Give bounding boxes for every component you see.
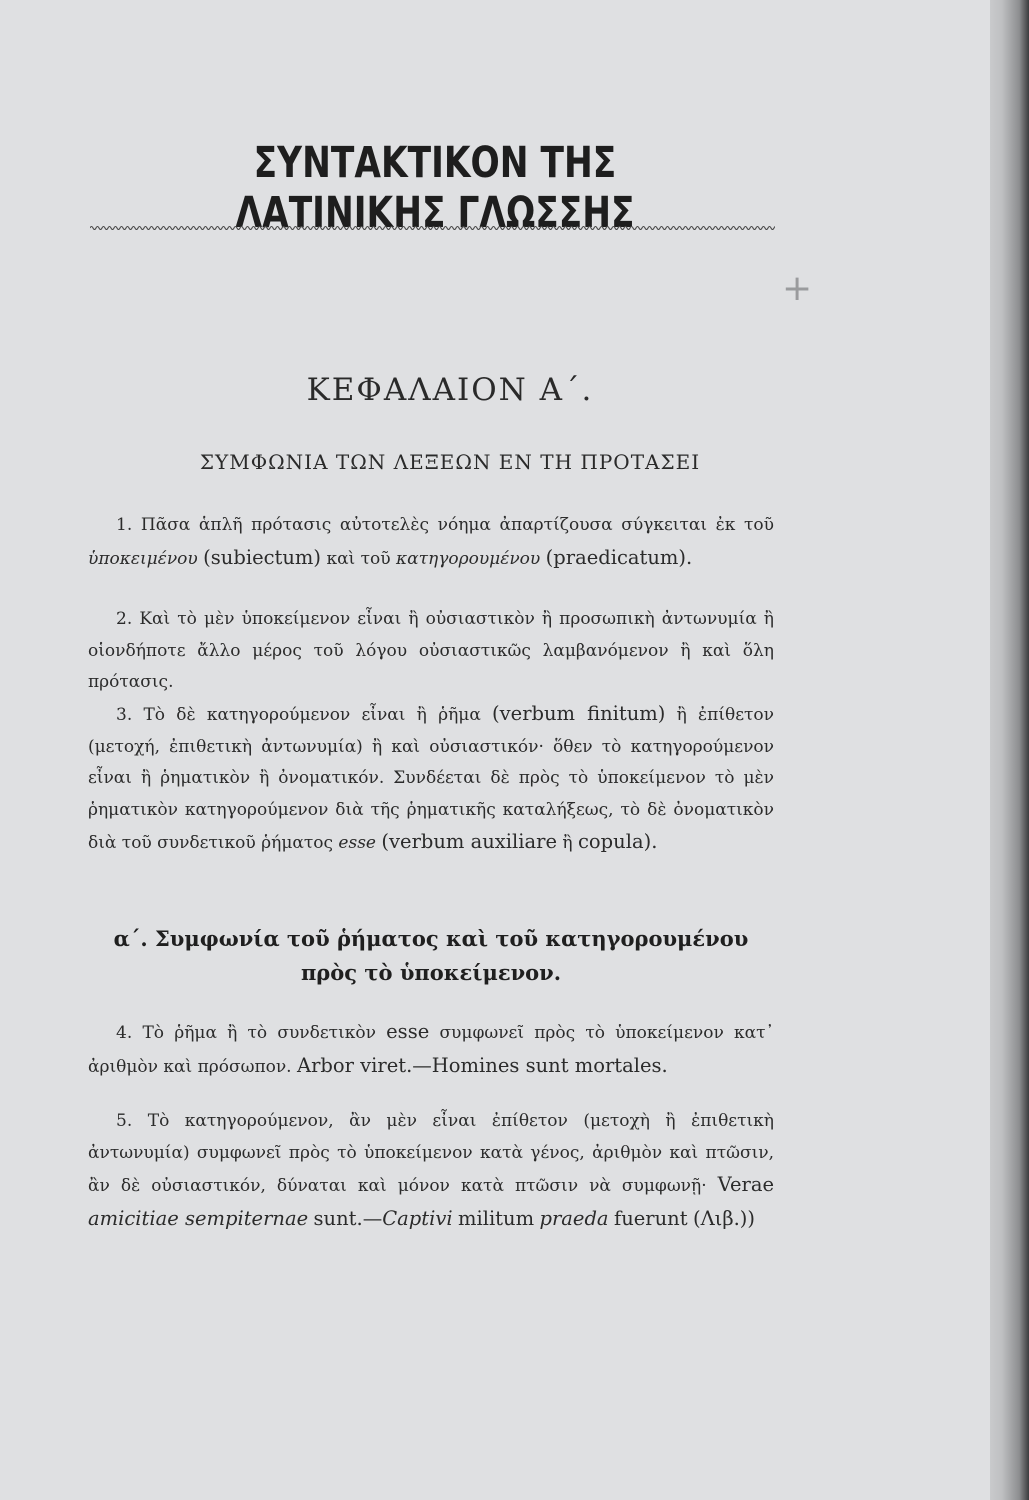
page-title: ΣΥΝΤΑΚΤΙΚΟΝ ΤΗΣ ΛΑΤΙΝΙΚΗΣ ΓΛΩΣΣΗΣ — [235, 138, 635, 238]
page-edge — [990, 0, 1029, 1500]
title-wavy-rule — [90, 224, 775, 232]
latin-example: Arbor viret.—Homines sunt mortales. — [297, 1053, 668, 1077]
paragraph-text: Καὶ τὸ μὲν ὑποκείμενον εἶναι ἢ οὐσιαστικὸν ἢ προσωπικὴ ἀντωνυμία ἢ οἱονδήποτε ἄλλο μέρος τοῦ λόγου οὐσιαστικῶς λαμβανόμενον ἢ καὶ ὅλη πρότασις. — [88, 609, 774, 692]
section-heading-line: α΄. Συμφωνία τοῦ ῥήματος καὶ τοῦ κατηγορουμένου — [113, 926, 749, 951]
latin-italic: amicitiae sempiternae — [88, 1206, 309, 1230]
latin-term: copula). — [578, 830, 658, 853]
latin-example: Verae — [717, 1173, 774, 1196]
citation: (Λιβ.)) — [692, 1206, 756, 1230]
latin-example: sunt.— — [313, 1206, 383, 1230]
latin-term: (subiectum) — [203, 545, 322, 569]
italic-term: κατηγορουμένου — [396, 548, 541, 569]
paragraph-number: 1. — [116, 515, 133, 535]
paragraph-number: 2. — [116, 609, 133, 629]
italic-term: esse — [338, 833, 376, 853]
latin-term: (praedicatum). — [545, 545, 693, 569]
paragraph-text: καὶ τοῦ — [326, 548, 391, 569]
paragraph-text: ἢ ἐπίθετον (μετοχή, ἐπιθετικὴ ἀντωνυμία) ἢ καὶ οὐσιαστικόν· ὅθεν τὸ κατηγορούμενον εἶναι ἢ ῥηματικὸν ἢ ὀνοματικόν. Συνδέεται δὲ πρὸς τὸ ὑποκείμενον τὸ μὲν ῥηματικὸν κατηγορούμενον διὰ τῆς ῥηματικῆς καταλήξεως, τὸ δὲ ὀνοματικὸν διὰ τοῦ συνδετικοῦ ῥήματος — [88, 705, 774, 853]
paragraph-number: 5. — [116, 1111, 133, 1131]
paragraph-text: Τὸ ῥῆμα ἢ τὸ συνδετικὸν — [142, 1023, 376, 1043]
paragraph-number: 3. — [116, 705, 133, 725]
latin-example: fuerunt — [613, 1206, 688, 1230]
chapter-subtitle: ΣΥΜΦΩΝΙΑ ΤΩΝ ΛΕΞΕΩΝ ΕΝ ΤΗ ΠΡΟΤΑΣΕΙ — [199, 450, 701, 474]
paragraph-text: συμφωνεῖ πρὸς τὸ ὑποκείμενον κατ᾽ ἀριθμὸν καὶ πρόσωπον. — [88, 1023, 774, 1077]
paragraph-1 — [88, 510, 774, 575]
paragraph-4 — [88, 1016, 774, 1083]
paragraph-text: Τὸ δὲ κατηγορούμενον εἶναι ἢ ῥῆμα — [143, 705, 481, 725]
latin-term: (verbum auxiliare — [381, 830, 558, 853]
latin-italic: Captivi — [382, 1206, 453, 1230]
paragraph-text: Πᾶσα ἁπλῆ πρότασις αὐτοτελὲς νόημα ἀπαρτίζουσα σύγκειται ἐκ τοῦ — [140, 515, 775, 535]
latin-example: militum — [457, 1206, 535, 1230]
paragraph-text: Τὸ κατηγορούμενον, ἂν μὲν εἶναι ἐπίθετον (μετοχὴ ἢ ἐπιθετικὴ ἀντωνυμία) συμφωνεῖ πρὸς τὸ ὑποκείμενον κατὰ γένος, ἀριθμὸν καὶ πτῶσιν, ἂν δὲ οὐσιαστικόν, δύναται καὶ μόνον κατὰ πτῶσιν νὰ συμφωνῇ· — [88, 1111, 774, 1196]
paragraph-2 — [88, 604, 774, 699]
paragraph-5 — [88, 1106, 774, 1236]
margin-mark: + — [782, 268, 813, 309]
latin-term: (verbum finitum) — [492, 702, 666, 725]
paragraph-number: 4. — [116, 1023, 133, 1043]
chapter-title: ΚΕΦΑΛΑΙΟΝ Α΄. — [306, 372, 594, 408]
section-heading-line: πρὸς τὸ ὑποκείμενον. — [300, 960, 562, 985]
latin-italic: praeda — [539, 1206, 609, 1230]
latin-term: esse — [386, 1020, 430, 1043]
italic-term: ὑποκειμένου — [88, 548, 198, 569]
section-heading — [88, 922, 774, 990]
paragraph-3 — [88, 698, 774, 860]
paragraph-text: ἢ — [562, 833, 573, 853]
